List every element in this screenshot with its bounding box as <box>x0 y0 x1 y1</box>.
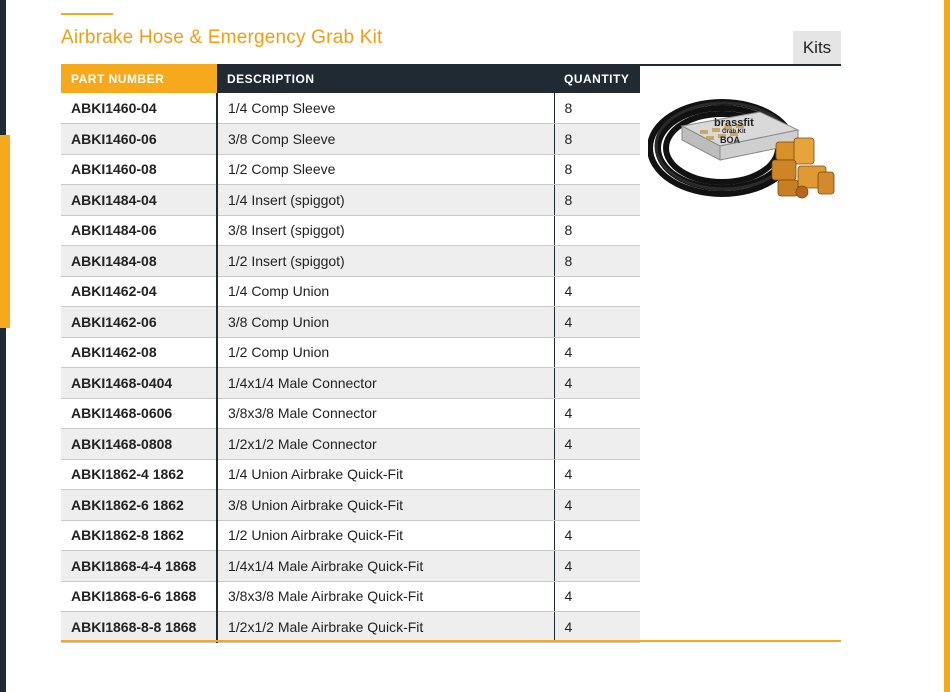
description-cell: 3/8x3/8 Male Connector <box>217 398 554 429</box>
quantity-cell: 4 <box>554 520 640 551</box>
quantity-cell: 8 <box>554 246 640 277</box>
title-accent-rule <box>61 13 113 15</box>
quantity-cell: 4 <box>554 459 640 490</box>
part-number-cell: ABKI1484-06 <box>61 215 217 246</box>
quantity-cell: 8 <box>554 124 640 155</box>
section-tab-kits: Kits <box>793 31 841 64</box>
quantity-cell: 4 <box>554 276 640 307</box>
quantity-cell: 8 <box>554 185 640 216</box>
description-cell: 1/4x1/4 Male Connector <box>217 368 554 399</box>
description-cell: 1/4 Comp Union <box>217 276 554 307</box>
column-header-part-number: PART NUMBER <box>61 64 217 93</box>
part-number-cell: ABKI1462-06 <box>61 307 217 338</box>
part-number-cell: ABKI1460-06 <box>61 124 217 155</box>
left-edge-bar <box>0 0 6 692</box>
part-number-cell: ABKI1868-4-4 1868 <box>61 551 217 582</box>
table-row <box>61 551 640 582</box>
svg-text:BOA: BOA <box>720 135 740 145</box>
description-cell: 3/8 Insert (spiggot) <box>217 215 554 246</box>
part-number-cell: ABKI1862-6 1862 <box>61 490 217 521</box>
part-number-cell: ABKI1460-08 <box>61 154 217 185</box>
part-number-cell: ABKI1868-8-8 1868 <box>61 612 217 643</box>
part-number-cell: ABKI1468-0606 <box>61 398 217 429</box>
part-number-cell: ABKI1862-8 1862 <box>61 520 217 551</box>
part-number-cell: ABKI1484-04 <box>61 185 217 216</box>
table-row <box>61 246 640 277</box>
table-row <box>61 612 640 643</box>
description-cell: 1/4x1/4 Male Airbrake Quick-Fit <box>217 551 554 582</box>
quantity-cell: 4 <box>554 490 640 521</box>
table-row <box>61 154 640 185</box>
description-cell: 3/8x3/8 Male Airbrake Quick-Fit <box>217 581 554 612</box>
table-row <box>61 490 640 521</box>
table-row <box>61 307 640 338</box>
quantity-cell: 4 <box>554 581 640 612</box>
brass-fittings-icon <box>772 138 834 198</box>
svg-text:brassfit: brassfit <box>714 117 754 129</box>
grab-kit-illustration <box>648 86 842 212</box>
quantity-cell: 4 <box>554 307 640 338</box>
table-header-row <box>61 64 640 93</box>
table-row <box>61 337 640 368</box>
table-row <box>61 520 640 551</box>
part-number-cell: ABKI1862-4 1862 <box>61 459 217 490</box>
table-row <box>61 368 640 399</box>
part-number-cell: ABKI1462-04 <box>61 276 217 307</box>
table-row <box>61 581 640 612</box>
parts-table-body <box>61 93 640 642</box>
part-number-cell: ABKI1468-0404 <box>61 368 217 399</box>
description-cell: 1/2 Union Airbrake Quick-Fit <box>217 520 554 551</box>
part-number-cell: ABKI1868-6-6 1868 <box>61 581 217 612</box>
page-title: Airbrake Hose & Emergency Grab Kit <box>61 27 383 48</box>
table-row <box>61 276 640 307</box>
right-edge-bar <box>944 0 950 692</box>
quantity-cell: 8 <box>554 215 640 246</box>
table-row <box>61 124 640 155</box>
header-rule <box>640 64 841 66</box>
table-row <box>61 93 640 124</box>
quantity-cell: 4 <box>554 337 640 368</box>
quantity-cell: 8 <box>554 93 640 124</box>
description-cell: 1/4 Union Airbrake Quick-Fit <box>217 459 554 490</box>
description-cell: 1/4 Insert (spiggot) <box>217 185 554 216</box>
svg-text:Grab Kit: Grab Kit <box>722 129 746 135</box>
table-row <box>61 185 640 216</box>
quantity-cell: 4 <box>554 368 640 399</box>
quantity-cell: 4 <box>554 398 640 429</box>
left-accent-bar <box>0 135 10 328</box>
description-cell: 3/8 Union Airbrake Quick-Fit <box>217 490 554 521</box>
description-cell: 1/2 Comp Sleeve <box>217 154 554 185</box>
product-image-grab-kit <box>648 86 842 212</box>
column-header-quantity: QUANTITY <box>554 64 640 93</box>
quantity-cell: 4 <box>554 429 640 460</box>
quantity-cell: 8 <box>554 154 640 185</box>
description-cell: 1/4 Comp Sleeve <box>217 93 554 124</box>
quantity-cell: 4 <box>554 612 640 643</box>
description-cell: 3/8 Comp Union <box>217 307 554 338</box>
table-bottom-rule <box>61 640 841 642</box>
description-cell: 1/2 Insert (spiggot) <box>217 246 554 277</box>
table-row <box>61 398 640 429</box>
parts-table <box>61 64 640 643</box>
table-row <box>61 215 640 246</box>
description-cell: 1/2 Comp Union <box>217 337 554 368</box>
part-number-cell: ABKI1484-08 <box>61 246 217 277</box>
table-row <box>61 459 640 490</box>
description-cell: 1/2x1/2 Male Airbrake Quick-Fit <box>217 612 554 643</box>
quantity-cell: 4 <box>554 551 640 582</box>
column-header-description: DESCRIPTION <box>217 64 554 93</box>
part-number-cell: ABKI1460-04 <box>61 93 217 124</box>
part-number-cell: ABKI1462-08 <box>61 337 217 368</box>
description-cell: 1/2x1/2 Male Connector <box>217 429 554 460</box>
part-number-cell: ABKI1468-0808 <box>61 429 217 460</box>
table-row <box>61 429 640 460</box>
description-cell: 3/8 Comp Sleeve <box>217 124 554 155</box>
